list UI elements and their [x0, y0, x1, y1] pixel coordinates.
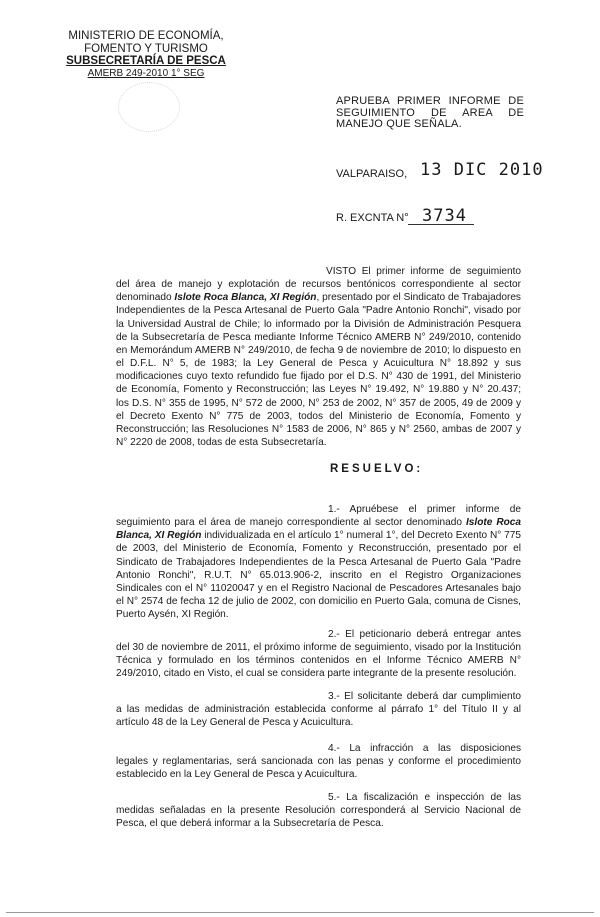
- ministry-name: MINISTERIO DE ECONOMÍA,: [68, 30, 224, 42]
- visto-text-1: VISTO El primer informe de seguimiento del área de manejo y explotación de recursos bentónicos correspondiente al sector denominado: [116, 266, 521, 304]
- resolution-item-4: [116, 742, 521, 781]
- visto-place: Islote Roca Blanca, XI Región: [174, 292, 317, 304]
- item-1-place: Islote Roca Blanca, XI Región: [116, 517, 521, 542]
- page-bottom-rule: [6, 912, 594, 913]
- resolution-item-3: [116, 690, 521, 729]
- resolution-item-5: [116, 791, 521, 830]
- reference-code: AMERB 249-2010 1° SEG: [87, 67, 205, 79]
- resolution-item-2: [116, 628, 521, 681]
- resolution-label: R. EXCNTA N°: [336, 212, 409, 224]
- date-stamp: 13 DIC 2010: [420, 160, 544, 180]
- visto-paragraph: [116, 265, 521, 449]
- official-seal-icon: [118, 82, 180, 132]
- place-label: VALPARAISO,: [336, 168, 408, 180]
- ministry-header: [56, 30, 236, 80]
- item-1-text-2: individualizada en el artículo 1° numeral 1°, del Decreto Exento N° 775 de 2003, del Ministerio de Economía, Fomento y Reconstrucción, presentado por el Sindicato de Trabajadores Independientes de la Pesca Artesanal de Puerto Gala "Padre Antonio Ronchi", R.U.T. N° 65.013.906-2, inscrito en el Registro Organizaciones Sindicales con el N° 11020047 y en el Registro Nacional de Pescadores Artesanales bajo el N° 2574 de fecha 12 de julio de 2002, con domicilio en Puerto Gala, comuna de Cisnes, Puerto Aysén, XI Región.: [116, 530, 521, 621]
- item-2-text: 2.- El peticionario deberá entregar antes del 30 de noviembre de 2011, el próximo informe de seguimiento, visado por la Institución Técnica y formulado en los términos contenidos en el Informe Técnico AMERB N° 249/2010, citado en Visto, el cual se considera parte integrante de la presente resolución.: [116, 629, 521, 680]
- resolution-number: 3734: [422, 206, 467, 226]
- item-5-text: 5.- La fiscalización e inspección de las medidas señaladas en la presente Resolución corresponderá al Servicio Nacional de Pesca, el que deberá informar a la Subsecretaría de Pesca.: [116, 792, 521, 830]
- ministry-name-2: FOMENTO Y TURISMO: [84, 42, 208, 55]
- item-3-text: 3.- El solicitante deberá dar cumplimiento a las medidas de administración establecida conforme al párrafo 1° del Título II y al artículo 48 de la Ley General de Pesca y Acuicultura.: [116, 691, 521, 729]
- visto-text-2: , presentado por el Sindicato de Trabajadores Independientes de la Pesca Artesanal de Puerto Gala "Padre Antonio Ronchi", visado por la Universidad Austral de Chile; lo informado por la División de Administración Pesquera de la Subsecretaría de Pesca mediante Informe Técnico AMERB N° 249/2010, contenido en Memorándum AMERB N° 249/2010, de fecha 9 de noviembre de 2010; lo dispuesto en el D.F.L. N° 5, de 1983; la Ley General de Pesca y Acuicultura N° 18.892 y sus modificaciones cuyo texto refundido fue fijado por el D.S. N° 430 de 1991, del Ministerio de Economía, Fomento y Reconstrucción; las Leyes N° 19.492, N° 19.880 y N° 20.437; los D.S. N° 355 de 1995, N° 572 de 2000, N° 253 de 2002, N° 357 de 2005, 49 de 2009 y el Decreto Exento N° 775 de 2003, todos del Ministerio de Economía, Fomento y Reconstrucción; las Resoluciones N° 1583 de 2006, N° 865 y N° 2560, ambas de 2007 y N° 2220 de 2008, todas de esta Subsecretaría.: [116, 292, 521, 449]
- subsecretaria-name: SUBSECRETARÍA DE PESCA: [66, 55, 226, 67]
- resolution-item-1: [116, 503, 521, 621]
- item-1-text-1: 1.- Apruébese el primer informe de seguimiento para el área de manejo correspondiente al sector denominado: [116, 504, 521, 529]
- item-4-text: 4.- La infracción a las disposiciones legales y reglamentarias, será sancionada con las penas y conforme el procedimiento establecido en la Ley General de Pesca y Acuicultura.: [116, 743, 521, 781]
- resuelvo-heading: RESUELVO:: [330, 463, 424, 475]
- document-subject: APRUEBA PRIMER INFORME DE SEGUIMIENTO DE AREA DE MANEJO QUE SEÑALA.: [336, 95, 524, 131]
